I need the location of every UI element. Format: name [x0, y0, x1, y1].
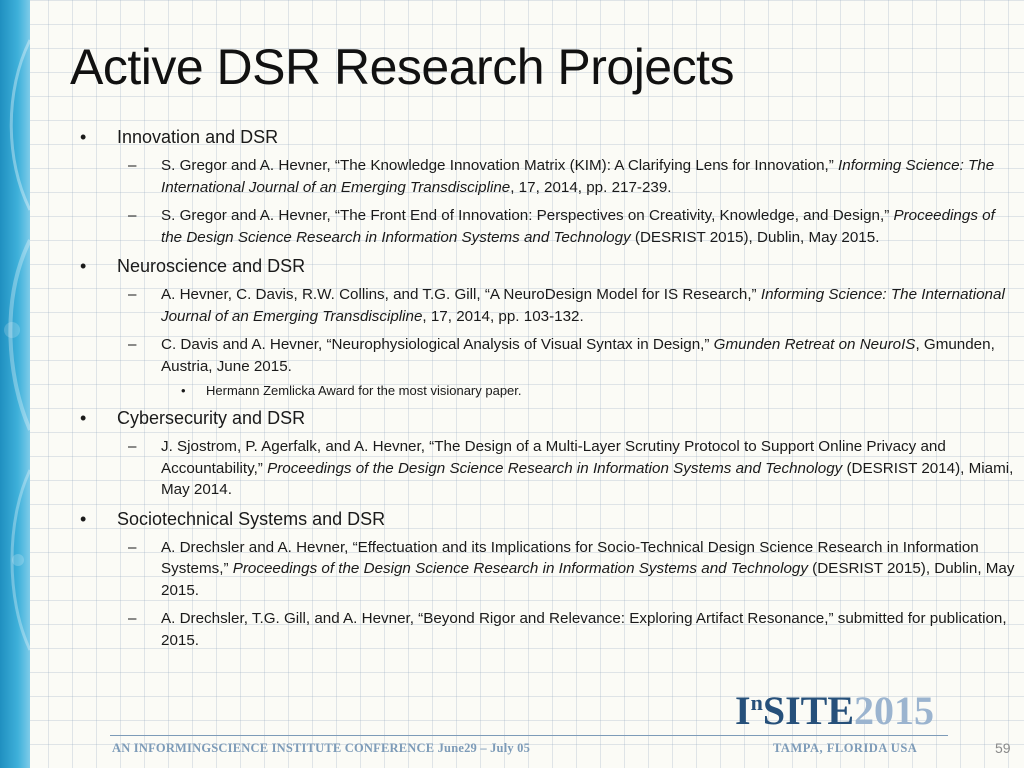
section-heading-text: Cybersecurity and DSR [117, 408, 306, 428]
dash-icon: – [128, 610, 137, 627]
bullet-icon: • [80, 508, 87, 529]
reference-item: – A. Drechsler and A. Hevner, “Effectuation and its Implications for Socio-Technical Design Science Research in Information Systems,” Proceedings of the Design Science Research in Information Systems and Technology (DESRIST 2015), Dublin, May 2015. [128, 538, 1015, 599]
section-heading-text: Neuroscience and DSR [117, 256, 306, 276]
reference-item: – A. Drechsler, T.G. Gill, and A. Hevner, “Beyond Rigor and Relevance: Exploring Artifact Resonance,” submitted for publication, 2015. [128, 610, 1007, 649]
section-heading-text: Sociotechnical Systems and DSR [117, 508, 386, 529]
reference-item: – J. Sjostrom, P. Agerfalk, and A. Hevner, “The Design of a Multi-Layer Scrutiny Protocol to Support Online Privacy and Accountability,” Proceedings of the Design Science Research in Information Systems and Technology (DESRIST 2014), Miami, May 2014. [128, 438, 1014, 498]
reference-item: – A. Hevner, C. Davis, R.W. Collins, and T.G. Gill, “A NeuroDesign Model for IS Research,” Informing Science: The International Journal of an Emerging Transdiscipline, 17, 2014, pp. 103-132. [128, 286, 1005, 325]
slide-content [80, 126, 1020, 651]
insite-2015-logo: $I^nSITE2015$ [735, 688, 934, 733]
reference-item: – S. Gregor and A. Hevner, “The Knowledge Innovation Matrix (KIM): A Clarifying Lens for Innovation,” Informing Science: The International Journal of an Emerging Transdiscipline, 17, 2014, pp. 217-239. [128, 157, 995, 196]
bullet-icon: • [181, 383, 186, 398]
decorative-side-band [0, 0, 30, 768]
section-heading [80, 255, 1020, 277]
dash-icon: – [128, 286, 137, 303]
reference-item: – C. Davis and A. Hevner, “Neurophysiological Analysis of Visual Syntax in Design,” Gmunden Retreat on NeuroIS, Gmunden, Austria, June 2015. [128, 336, 995, 375]
section-heading [80, 126, 1020, 148]
section-heading-text: Innovation and DSR [117, 127, 279, 147]
section-heading [80, 508, 1020, 530]
dash-icon: – [128, 538, 137, 556]
bullet-icon: • [80, 127, 87, 147]
award-note: • Hermann Zemlicka Award for the most visionary paper. [181, 383, 522, 398]
footer-divider [110, 735, 948, 736]
section-heading [80, 407, 1020, 429]
slide-title: Active DSR Research Projects [70, 39, 735, 95]
reference-item: – S. Gregor and A. Hevner, “The Front End of Innovation: Perspectives on Creativity, Knowledge, and Design,” Proceedings of the Design Science Research in Information Systems and Technology (DESRIST 2015), Dublin, May 2015. [128, 207, 995, 246]
conference-label: AN INFORMINGSCIENCE INSTITUTE CONFERENCE June29 – July 05 [112, 741, 531, 755]
page-number: 59 [995, 740, 1011, 756]
dash-icon: – [128, 207, 137, 224]
bullet-icon: • [80, 256, 87, 276]
dash-icon: – [128, 336, 137, 353]
location-label: TAMPA, FLORIDA USA [773, 741, 918, 755]
dash-icon: – [128, 438, 137, 455]
swirl-decoration [0, 0, 30, 768]
dash-icon: – [128, 157, 137, 174]
bullet-icon: • [80, 408, 87, 428]
